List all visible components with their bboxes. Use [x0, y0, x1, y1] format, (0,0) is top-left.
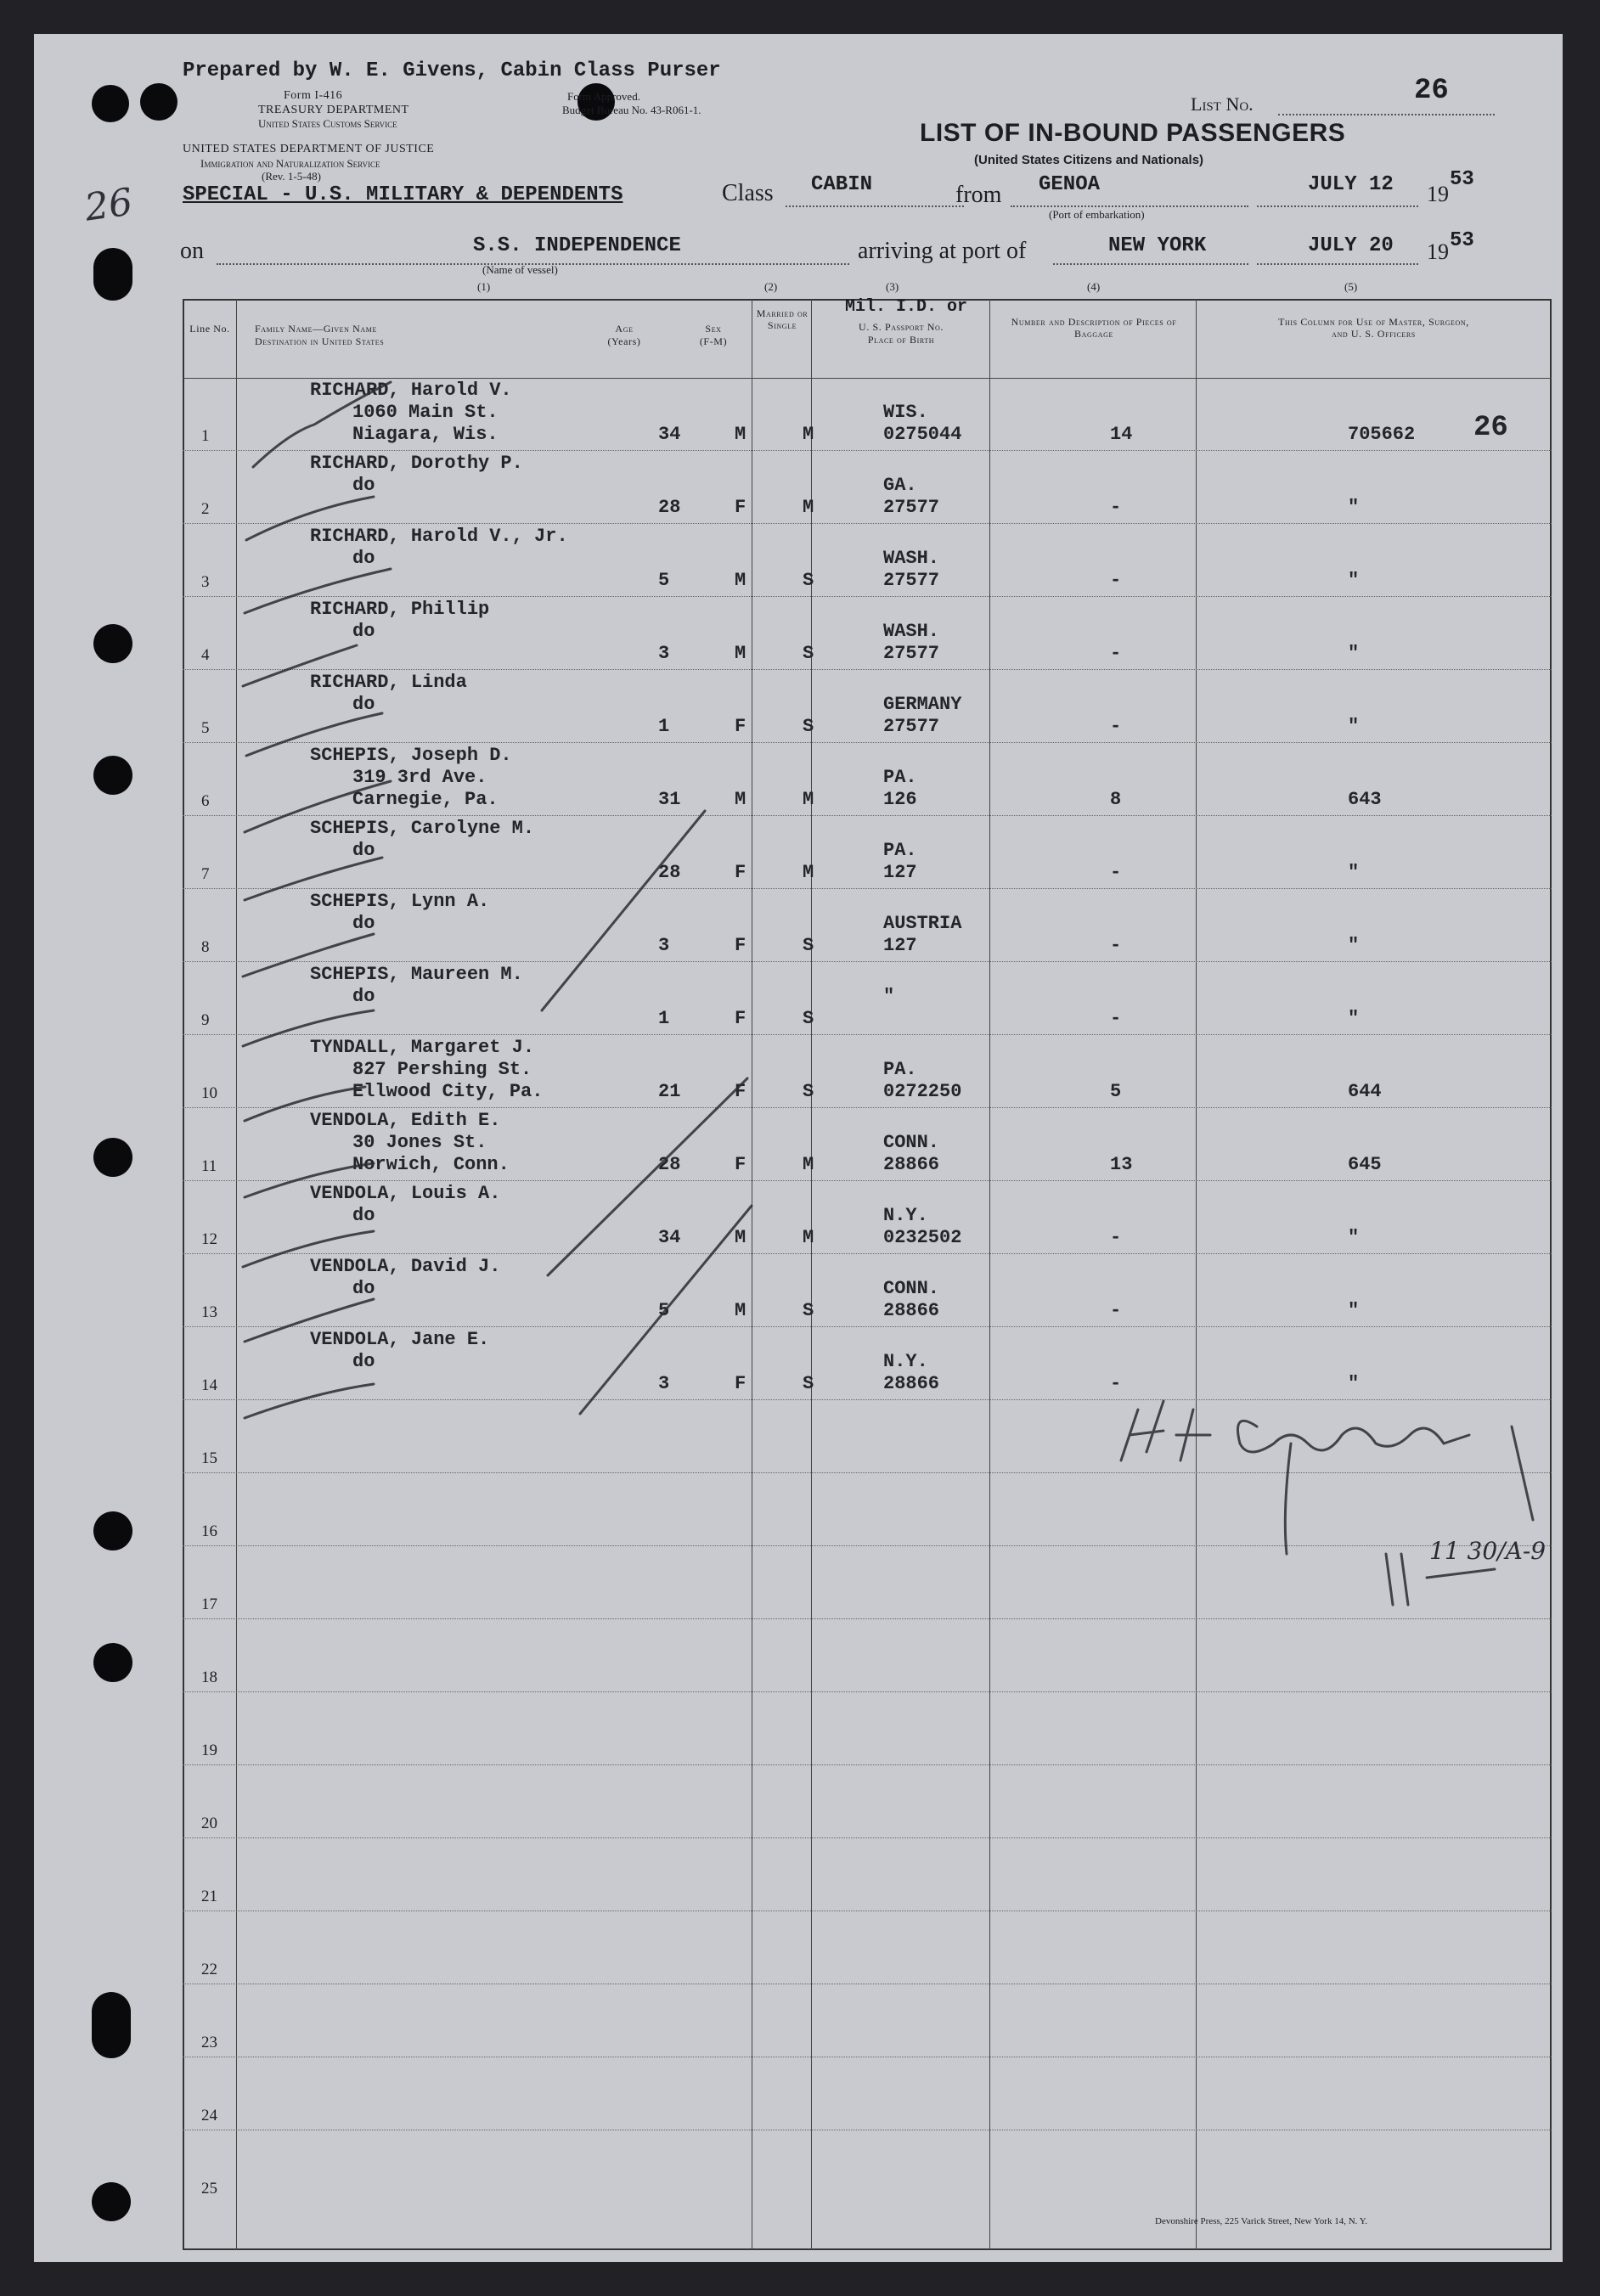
handwritten-annotation: 11 30/A-9	[1429, 1537, 1546, 1565]
passenger-name: VENDOLA, Edith E.	[310, 1110, 501, 1131]
destination-line-1: do	[352, 1205, 375, 1226]
list-stamp: 26	[1473, 412, 1508, 444]
year-prefix-1: 19	[1427, 182, 1449, 206]
year-prefix-2: 19	[1427, 239, 1449, 264]
printer-footer: Devonshire Press, 225 Varick Street, New York 14, N. Y.	[1155, 2216, 1368, 2226]
passenger-name: VENDOLA, Louis A.	[310, 1183, 501, 1204]
year-1: 53	[1450, 168, 1474, 191]
line-number: 4	[201, 646, 210, 664]
line-number: 23	[201, 2034, 217, 2051]
sex: M	[735, 570, 746, 591]
age: 34	[658, 424, 681, 445]
passenger-name: RICHARD, Dorothy P.	[310, 453, 523, 474]
age: 3	[658, 935, 670, 956]
passport-number: 0272250	[883, 1081, 962, 1102]
officer-note: "	[1348, 935, 1360, 956]
line-number: 6	[201, 792, 210, 810]
line-number: 15	[201, 1449, 217, 1467]
baggage: -	[1110, 1300, 1122, 1321]
sex: F	[735, 1008, 746, 1029]
line-number: 8	[201, 938, 210, 956]
document-title: LIST OF IN-BOUND PASSENGERS	[920, 119, 1346, 147]
place-of-birth: PA.	[883, 840, 917, 861]
passenger-name: RICHARD, Harold V.	[310, 380, 512, 401]
baggage: -	[1110, 935, 1122, 956]
marital-status: M	[803, 789, 814, 810]
passenger-name: TYNDALL, Margaret J.	[310, 1037, 535, 1058]
baggage: -	[1110, 570, 1122, 591]
destination-line-1: 827 Pershing St.	[352, 1059, 532, 1080]
baggage: -	[1110, 716, 1122, 737]
place-of-birth: WIS.	[883, 402, 928, 423]
line-number: 3	[201, 573, 210, 591]
header-age-unit: (Years)	[607, 335, 641, 347]
officer-note: "	[1348, 862, 1360, 883]
destination-line-1: do	[352, 840, 375, 861]
sex: M	[735, 1300, 746, 1321]
sex: F	[735, 1081, 746, 1102]
passenger-name: RICHARD, Harold V., Jr.	[310, 526, 568, 547]
destination-line-1: do	[352, 913, 375, 934]
line-number: 1	[201, 427, 210, 445]
officer-note: "	[1348, 497, 1360, 518]
line-number: 18	[201, 1669, 217, 1686]
budget-approved: Form Approved.	[567, 90, 640, 103]
sex: F	[735, 716, 746, 737]
place-of-birth: CONN.	[883, 1132, 940, 1153]
marital-status: M	[803, 1154, 814, 1175]
ins-service: Immigration and Naturalization Service	[200, 157, 380, 170]
customs-service: United States Customs Service	[258, 117, 397, 130]
passport-number: 0275044	[883, 424, 962, 445]
officer-note: 643	[1348, 789, 1382, 810]
age: 28	[658, 862, 681, 883]
place-of-birth: GERMANY	[883, 694, 962, 715]
destination-line-1: 319 3rd Ave.	[352, 767, 487, 788]
year-2: 53	[1450, 229, 1474, 252]
header-age: Age	[615, 323, 634, 335]
age: 3	[658, 643, 670, 664]
vessel-caption: (Name of vessel)	[482, 263, 558, 276]
destination-line-2: Norwich, Conn.	[352, 1154, 510, 1175]
line-number: 2	[201, 500, 210, 518]
header-passport: U. S. Passport No.	[859, 321, 944, 333]
sex: M	[735, 1227, 746, 1248]
baggage: 8	[1110, 789, 1122, 810]
baggage: 13	[1110, 1154, 1133, 1175]
header-name: Family Name—Given Name	[255, 323, 377, 335]
place-of-birth: PA.	[883, 1059, 917, 1080]
age: 1	[658, 716, 670, 737]
line-number: 25	[201, 2180, 217, 2198]
passenger-name: RICHARD, Phillip	[310, 599, 490, 620]
form-number: Form I-416	[284, 89, 343, 102]
arriving-label: arriving at port of	[858, 238, 1027, 264]
marital-status: S	[803, 1373, 814, 1394]
destination-line-2: Carnegie, Pa.	[352, 789, 499, 810]
sex: F	[735, 1373, 746, 1394]
passenger-name: SCHEPIS, Joseph D.	[310, 745, 512, 766]
place-of-birth: N.Y.	[883, 1205, 928, 1226]
destination-line-1: 1060 Main St.	[352, 402, 499, 423]
column-number-2: (2)	[764, 280, 778, 293]
officer-note: 644	[1348, 1081, 1382, 1102]
place-of-birth: AUSTRIA	[883, 913, 962, 934]
marital-status: M	[803, 497, 814, 518]
destination-line-1: do	[352, 1278, 375, 1299]
embarkation-date: JULY 12	[1308, 173, 1394, 196]
baggage: -	[1110, 1373, 1122, 1394]
destination-line-1: 30 Jones St.	[352, 1132, 487, 1153]
column-number-5: (5)	[1344, 280, 1358, 293]
justice-department: UNITED STATES DEPARTMENT OF JUSTICE	[183, 143, 435, 155]
header-destination: Destination in United States	[255, 335, 385, 347]
line-number: 22	[201, 1961, 217, 1978]
officer-note: "	[1348, 1008, 1360, 1029]
marital-status: S	[803, 570, 814, 591]
passenger-name: SCHEPIS, Maureen M.	[310, 964, 523, 985]
arrival-port: NEW YORK	[1108, 234, 1207, 257]
destination-line-1: do	[352, 1351, 375, 1372]
passenger-name: VENDOLA, David J.	[310, 1256, 501, 1277]
destination-line-1: do	[352, 621, 375, 642]
header-married: Married or Single	[756, 307, 808, 331]
passport-number: 27577	[883, 497, 940, 518]
age: 28	[658, 497, 681, 518]
line-number: 24	[201, 2107, 217, 2124]
embarkation-port: GENOA	[1039, 173, 1101, 196]
destination-line-2: Ellwood City, Pa.	[352, 1081, 544, 1102]
port-caption: (Port of embarkation)	[1049, 208, 1145, 221]
line-number: 20	[201, 1815, 217, 1832]
passport-number: 27577	[883, 570, 940, 591]
header-birth: Place of Birth	[867, 334, 935, 346]
line-number: 5	[201, 719, 210, 737]
column-number-3: (3)	[886, 280, 899, 293]
line-number: 12	[201, 1230, 217, 1248]
destination-line-1: do	[352, 475, 375, 496]
list-no-label: List No.	[1191, 93, 1254, 115]
sex: F	[735, 497, 746, 518]
prepared-by: Prepared by W. E. Givens, Cabin Class Purser	[183, 59, 721, 82]
column-number-4: (4)	[1087, 280, 1101, 293]
passport-number: 127	[883, 935, 917, 956]
baggage: -	[1110, 862, 1122, 883]
passenger-name: RICHARD, Linda	[310, 672, 467, 693]
handwritten-markings	[34, 34, 1563, 2262]
age: 31	[658, 789, 681, 810]
destination-line-1: do	[352, 548, 375, 569]
passport-number: 27577	[883, 643, 940, 664]
column-number-1: (1)	[477, 280, 491, 293]
baggage: 5	[1110, 1081, 1122, 1102]
from-label: from	[955, 182, 1002, 208]
destination-line-1: do	[352, 986, 375, 1007]
place-of-birth: GA.	[883, 475, 917, 496]
place-of-birth: WASH.	[883, 548, 940, 569]
header-sex: Sex	[705, 323, 722, 335]
sex: M	[735, 789, 746, 810]
manifest-page	[34, 34, 1563, 2262]
passport-number: 28866	[883, 1154, 940, 1175]
marital-status: S	[803, 935, 814, 956]
marital-status: M	[803, 862, 814, 883]
officer-note: "	[1348, 1373, 1360, 1394]
line-number: 7	[201, 865, 210, 883]
age: 3	[658, 1373, 670, 1394]
passenger-name: SCHEPIS, Lynn A.	[310, 891, 490, 912]
header-mil-id: Mil. I.D. or	[845, 297, 968, 317]
officer-note: 705662	[1348, 424, 1416, 445]
marital-status: S	[803, 1008, 814, 1029]
place-of-birth: PA.	[883, 767, 917, 788]
margin-handwritten-number: 26	[82, 180, 136, 230]
header-officers: This Column for Use of Master, Surgeon, and U. S. Officers	[1278, 316, 1469, 340]
passport-number: 27577	[883, 716, 940, 737]
sex: F	[735, 1154, 746, 1175]
marital-status: S	[803, 716, 814, 737]
line-number: 9	[201, 1011, 210, 1029]
passport-number: 127	[883, 862, 917, 883]
sex: M	[735, 643, 746, 664]
baggage: -	[1110, 497, 1122, 518]
age: 5	[658, 570, 670, 591]
marital-status: S	[803, 1300, 814, 1321]
sex: F	[735, 862, 746, 883]
place-of-birth: CONN.	[883, 1278, 940, 1299]
marital-status: S	[803, 643, 814, 664]
line-number: 11	[201, 1157, 217, 1175]
age: 34	[658, 1227, 681, 1248]
revision: (Rev. 1-5-48)	[262, 170, 321, 183]
class-label: Class	[722, 180, 774, 206]
list-number: 26	[1414, 75, 1449, 107]
sex: M	[735, 424, 746, 445]
officer-note: 645	[1348, 1154, 1382, 1175]
line-number: 21	[201, 1888, 217, 1905]
marital-status: M	[803, 1227, 814, 1248]
passport-number: 28866	[883, 1300, 940, 1321]
line-number: 10	[201, 1084, 217, 1102]
destination-line-1: do	[352, 694, 375, 715]
age: 21	[658, 1081, 681, 1102]
arrival-date: JULY 20	[1308, 234, 1394, 257]
officer-note: "	[1348, 1227, 1360, 1248]
officer-note: "	[1348, 570, 1360, 591]
officer-note: "	[1348, 716, 1360, 737]
passport-number: 126	[883, 789, 917, 810]
baggage: -	[1110, 1008, 1122, 1029]
passport-number: 28866	[883, 1373, 940, 1394]
marital-status: S	[803, 1081, 814, 1102]
header-line-no: Line No.	[189, 323, 230, 335]
sex: F	[735, 935, 746, 956]
destination-line-2: Niagara, Wis.	[352, 424, 499, 445]
age: 5	[658, 1300, 670, 1321]
place-of-birth: "	[883, 986, 895, 1007]
budget-bureau: Budget Bureau No. 43-R061-1.	[562, 104, 701, 116]
class-value: CABIN	[811, 173, 873, 196]
officer-note: "	[1348, 1300, 1360, 1321]
line-number: 19	[201, 1742, 217, 1759]
age: 28	[658, 1154, 681, 1175]
passport-number: 0232502	[883, 1227, 962, 1248]
baggage: -	[1110, 643, 1122, 664]
age: 1	[658, 1008, 670, 1029]
line-number: 16	[201, 1522, 217, 1540]
place-of-birth: N.Y.	[883, 1351, 928, 1372]
line-number: 13	[201, 1303, 217, 1321]
line-number: 14	[201, 1376, 217, 1394]
baggage: -	[1110, 1227, 1122, 1248]
header-baggage: Number and Description of Pieces of Baggage	[1011, 316, 1177, 340]
special-designation: SPECIAL - U.S. MILITARY & DEPENDENTS	[183, 183, 623, 206]
passenger-name: SCHEPIS, Carolyne M.	[310, 818, 535, 839]
place-of-birth: WASH.	[883, 621, 940, 642]
document-subtitle: (United States Citizens and Nationals)	[974, 153, 1204, 167]
baggage: 14	[1110, 424, 1133, 445]
line-number: 17	[201, 1595, 217, 1613]
vessel-name: S.S. INDEPENDENCE	[473, 234, 681, 257]
header-sex-unit: (F-M)	[699, 335, 728, 347]
officer-note: "	[1348, 643, 1360, 664]
treasury-department: TREASURY DEPARTMENT	[258, 104, 409, 116]
passenger-name: VENDOLA, Jane E.	[310, 1329, 490, 1350]
on-label: on	[180, 238, 204, 264]
marital-status: M	[803, 424, 814, 445]
